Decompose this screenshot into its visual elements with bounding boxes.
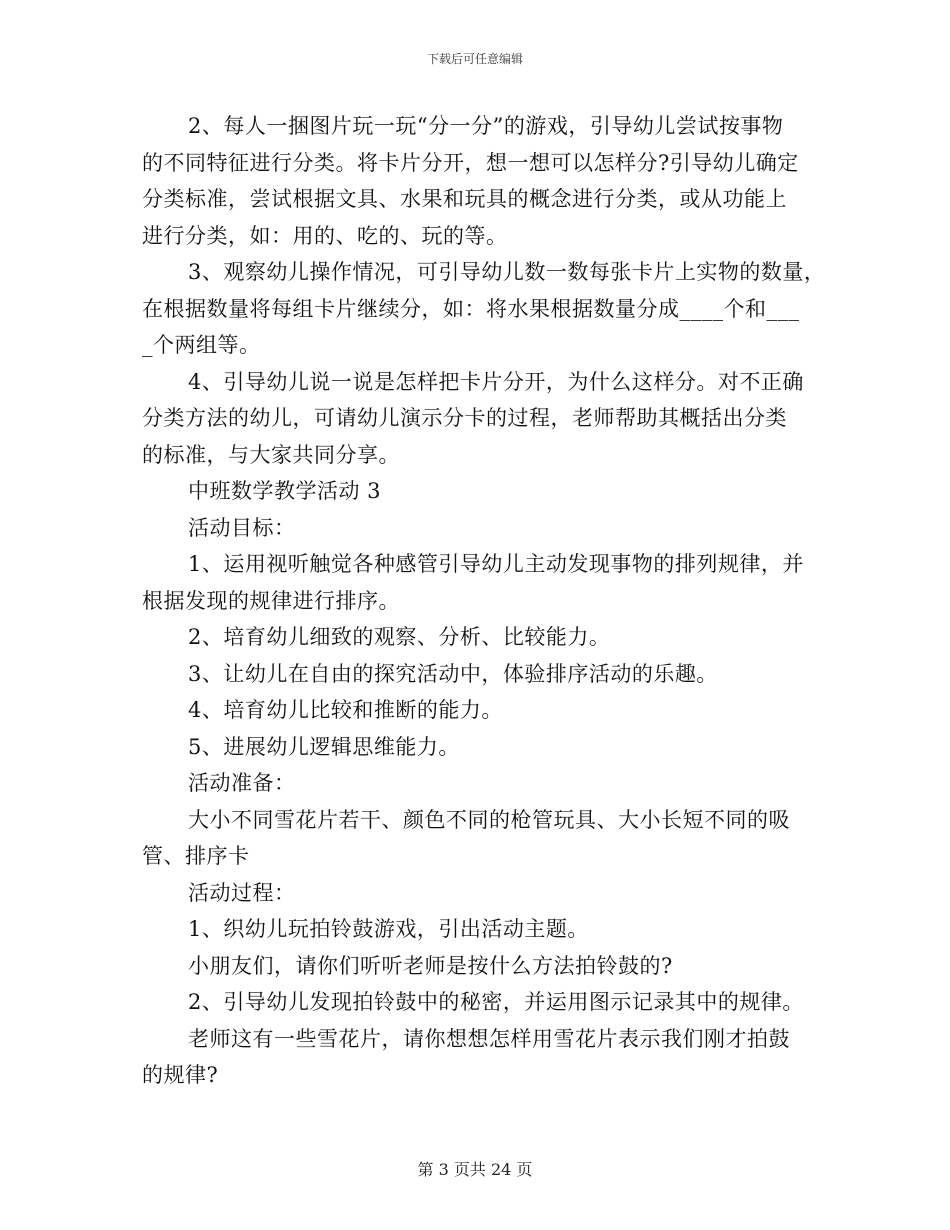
text-line: _个两组等。 [142,333,261,357]
text-line: 老师这有一些雪花片，请你想想怎样用雪花片表示我们刚才拍鼓 [188,1026,790,1051]
text-line: 2、引导幼儿发现拍铃鼓中的秘密，并运用图示记录其中的规律。 [188,990,804,1014]
text-line: 活动过程： [188,880,296,905]
text-line: 进行分类，如：用的、吃的、玩的等。 [142,223,508,248]
text-line: 分类标准，尝试根据文具、水果和玩具的概念进行分类，或从功能上 [142,187,787,211]
page-header: 下载后可任意编辑 [426,52,523,66]
text-line: 的规律? [142,1063,219,1087]
text-line: 分类方法的幼儿，可请幼儿演示分卡的过程，老师帮助其概括出分类 [142,406,787,430]
text-line: 3、观察幼儿操作情况，可引导幼儿数一数每张卡片上实物的数量， [188,260,826,284]
text-line: 2、每人一捆图片玩一玩“分一分”的游戏，引导幼儿尝试按事物 [188,114,784,138]
text-line: 4、引导幼儿说一说是怎样把卡片分开，为什么这样分。对不正确 [188,369,804,394]
text-line: 1、织幼儿玩拍铃鼓游戏，引出活动主题。 [188,917,589,941]
text-line: 2、培育幼儿细致的观察、分析、比较能力。 [188,625,611,649]
text-line: 1、运用视听触觉各种感管引导幼儿主动发现事物的排列规律，并 [188,552,804,576]
text-line: 中班数学教学活动 3 [188,479,382,503]
text-line: 根据发现的规律进行排序。 [142,588,400,613]
text-line: 3、让幼儿在自由的探究活动中，体验排序活动的乐趣。 [188,661,718,686]
page-footer: 第 3 页共 24 页 [417,1160,533,1179]
text-line: 小朋友们，请你们听听老师是按什么方法拍铃鼓的? [188,953,673,978]
text-line: 的标准，与大家共同分享。 [142,442,400,467]
text-line: 的不同特征进行分类。将卡片分开，想一想可以怎样分?引导幼儿确定 [142,150,799,175]
text-line: 管、排序卡 [142,844,250,868]
text-line: 活动目标： [188,515,296,540]
text-line: 5、进展幼儿逻辑思维能力。 [188,734,460,759]
text-line: 大小不同雪花片若干、颜色不同的枪管玩具、大小长短不同的吸 [188,807,790,832]
text-line: 活动准备： [188,771,296,795]
text-line: 在根据数量将每组卡片继续分，如：将水果根据数量分成____个和___ [142,296,800,321]
text-line: 4、培育幼儿比较和推断的能力。 [188,698,503,722]
